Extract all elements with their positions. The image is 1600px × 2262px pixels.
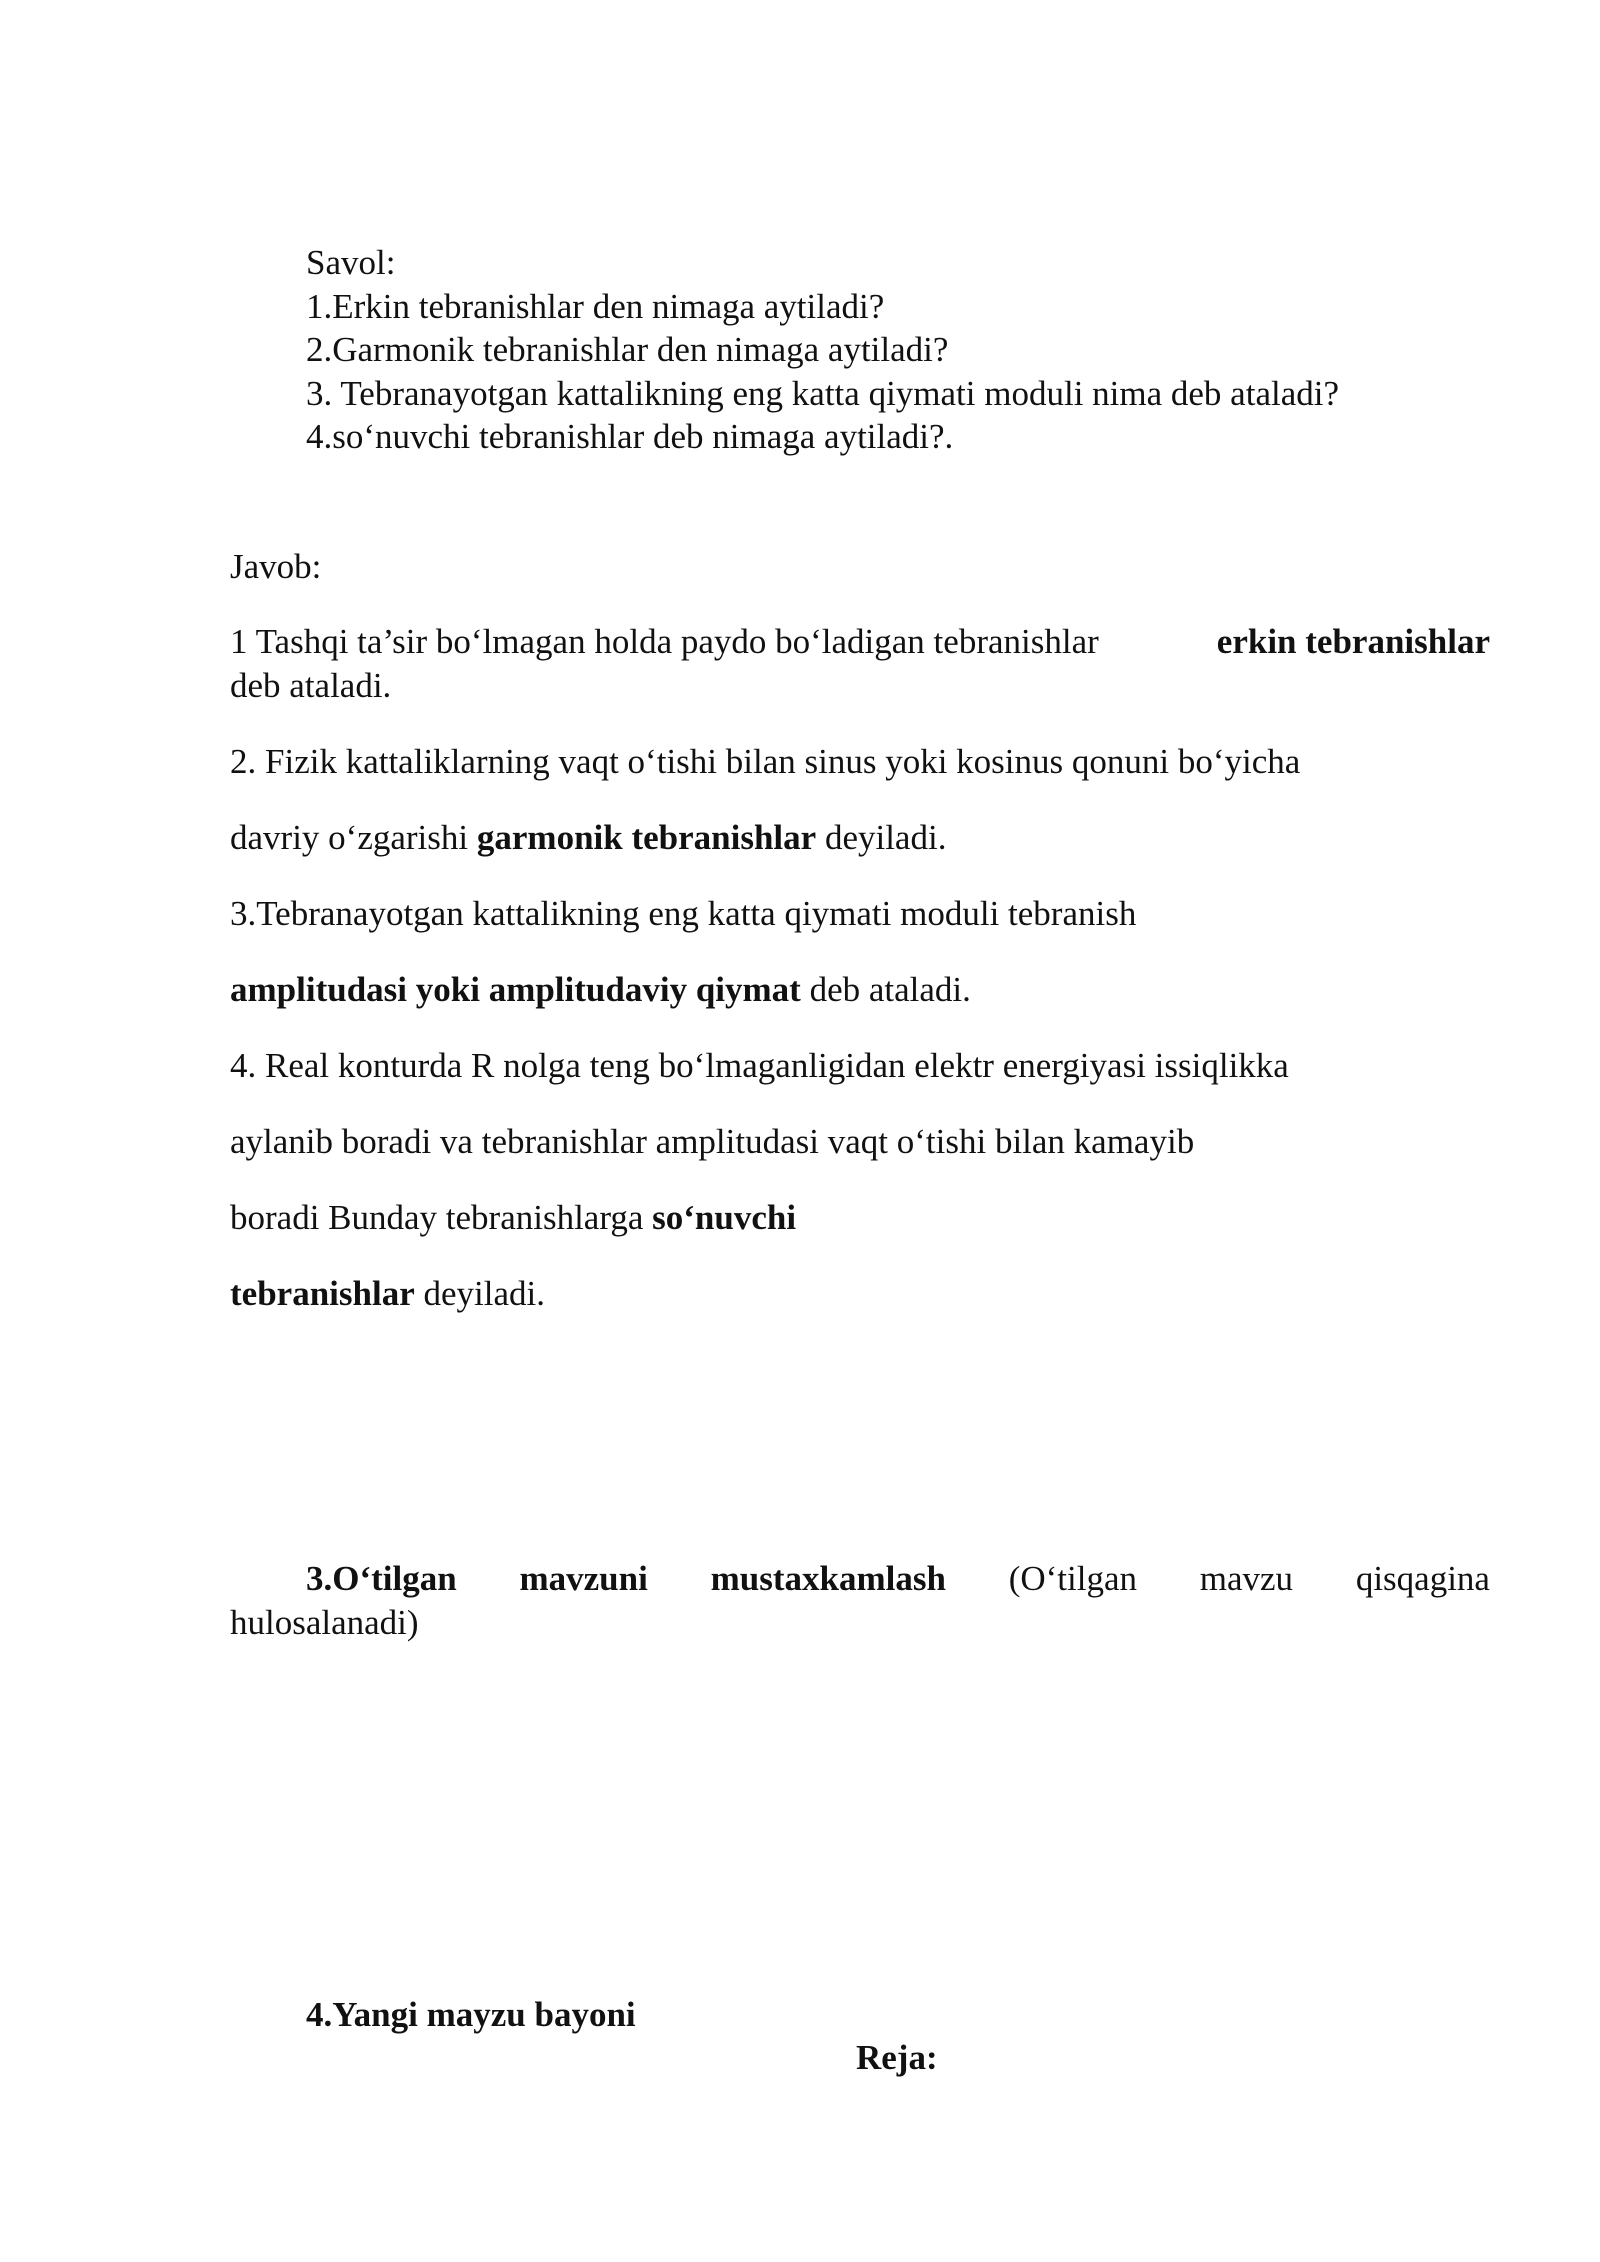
question-1: 1.Erkin tebranishlar den nimaga aytiladi? [306,287,885,326]
answer-2-pre: davriy o‘zgarishi [230,818,477,857]
section-3-line-2: hulosalanadi) [230,1603,419,1642]
answer-4-term-part-2: tebranishlar [230,1274,415,1313]
section-3-word-5: mavzu [1199,1559,1294,1598]
answers-heading: Javob: [230,547,322,586]
answer-4-term-part-1: so‘nuvchi [652,1198,797,1237]
section-3-line-1 [230,1557,1490,1601]
section-3-word-1: 3.O‘tilgan [306,1559,457,1598]
section-3-word-6: qisqagina [1355,1559,1490,1598]
answer-4-line-1: 4. Real konturda R nolga teng bo‘lmaganligidan elektr energiyasi issiqlikka [230,1046,1289,1085]
answer-1-line-1 [230,620,1490,664]
answer-4-line-3 [230,1196,796,1240]
plan-heading: Reja: [856,2038,938,2077]
section-3-word-4: (O‘tilgan [1008,1559,1137,1598]
question-4: 4.so‘nuvchi tebranishlar deb nimaga aytiladi?. [306,417,954,456]
question-2: 2.Garmonik tebranishlar den nimaga aytiladi? [306,330,949,369]
answer-4-post: deyiladi. [414,1274,545,1313]
answer-4-line-4 [230,1272,545,1316]
answer-2-line-1: 2. Fizik kattaliklarning vaqt o‘tishi bilan sinus yoki kosinus qonuni bo‘yicha [230,742,1301,781]
answer-3-term: amplitudasi yoki amplitudaviy qiymat [230,970,801,1009]
section-4-heading: 4.Yangi mayzu bayoni [306,1995,636,2034]
answer-3-line-1: 3.Tebranayotgan kattalikning eng katta qiymati moduli tebranish [230,894,1137,933]
answer-1-text: 1 Tashqi ta’sir bo‘lmagan holda paydo bo‘ladigan tebranishlar [230,622,1099,661]
answer-4-line-2: aylanib boradi va tebranishlar amplitudasi vaqt o‘tishi bilan kamayib [230,1122,1195,1161]
answer-4-pre: boradi Bunday tebranishlarga [230,1198,653,1237]
section-3-word-3: mustaxkamlash [710,1559,946,1598]
answer-2-post: deyiladi. [816,818,947,857]
answer-1-line-2: deb ataladi. [230,666,392,705]
answer-2-term: garmonik tebranishlar [476,818,817,857]
answer-3-post: deb ataladi. [800,970,971,1009]
answer-1-term: erkin tebranishlar [1216,622,1490,661]
answer-2-line-2 [230,816,946,860]
questions-heading: Savol: [306,243,396,282]
question-3: 3. Tebranayotgan kattalikning eng katta qiymati moduli nima deb ataladi? [306,374,1339,413]
section-3-word-2: mavzuni [519,1559,648,1598]
section-3 [230,1557,1490,1645]
answer-3-line-2 [230,968,971,1012]
